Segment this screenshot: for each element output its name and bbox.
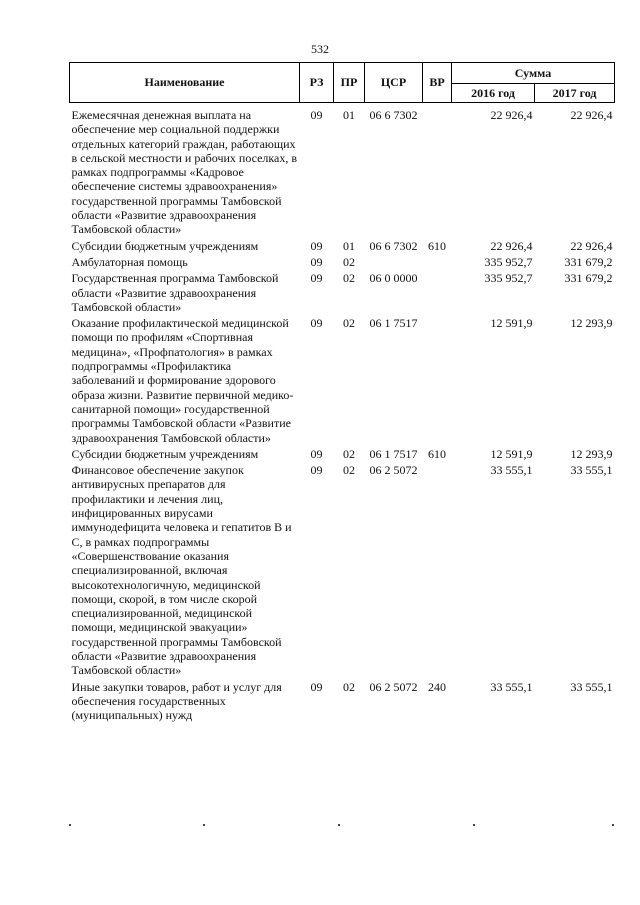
row-vr <box>423 463 452 679</box>
row-pr: 01 <box>343 108 355 122</box>
budget-table <box>69 62 615 724</box>
row-vr: 610 <box>428 238 446 253</box>
row-vr: 240 <box>428 679 446 694</box>
row-sum-2016: 22 926,4 <box>490 108 533 122</box>
header-rz: РЗ <box>300 63 334 103</box>
scan-dots <box>69 824 614 828</box>
row-vr <box>423 103 452 239</box>
row-name: Финансовое обеспечение закупок антивирусных препаратов для профилактики и лечения лиц, инфицированных вирусами иммунодефицита человека и гепатитов В и С, в рамках подпрограммы «Совершенствование оказания специализированной, включая высокотехнологичную, медицинской помощи, скорой, в том числе скорой специализированной, медицинской помощи, медицинской эвакуации» государственной программы Тамбовской области «Развитие здравоохранения Тамбовской области» <box>71 463 292 678</box>
row-vr <box>423 271 452 316</box>
header-year-2016: 2016 год <box>452 84 535 103</box>
table-row <box>70 103 615 239</box>
row-name: Субсидии бюджетным учреждениям <box>71 238 259 253</box>
row-pr: 02 <box>343 463 355 478</box>
header-year-2017: 2017 год <box>535 84 615 103</box>
row-csr: 06 6 7302 <box>369 238 418 253</box>
row-name: Ежемесячная денежная выплата на обеспечение мер социальной поддержки отдельных категорий граждан, работающих в сельской местности и рабочих поселках, в рамках подпрограммы «Кадровое обеспечение системы здравоохранения» государственной программы Тамбовской области «Развитие здравоохранения Тамбовской области» <box>71 108 298 237</box>
row-sum-2016: 33 555,1 <box>490 463 533 478</box>
row-csr: 06 0 0000 <box>369 271 418 286</box>
row-rz: 09 <box>310 108 323 122</box>
row-rz: 09 <box>310 316 323 331</box>
row-pr: 02 <box>343 271 355 286</box>
row-sum-2017: 12 293,9 <box>570 446 613 461</box>
row-sum-2017: 33 555,1 <box>570 679 613 694</box>
row-sum-2017: 331 679,2 <box>564 271 613 286</box>
row-name: Оказание профилактической медицинской помощи по профилям «Спортивная медицина», «Профпатология» в рамках подпрограммы «Профилактика заболеваний и формирование здорового образа жизни. Развитие первичной медико-санитарной помощи» государственной программы Тамбовской области «Развитие здравоохранения Тамбовской области» <box>71 316 294 445</box>
table-row <box>70 316 615 447</box>
row-name: Иные закупки товаров, работ и услуг для обеспечения государственных (муниципальных) нужд <box>71 679 282 723</box>
row-rz: 09 <box>310 254 323 269</box>
row-pr: 02 <box>343 316 355 331</box>
row-pr: 02 <box>343 679 355 694</box>
header-name: Наименование <box>70 63 300 103</box>
row-sum-2017: 331 679,2 <box>564 254 613 269</box>
table-row <box>70 680 615 725</box>
header-vr: ВР <box>423 63 452 103</box>
row-sum-2016: 335 952,7 <box>484 254 533 269</box>
row-sum-2017: 12 293,9 <box>570 316 613 331</box>
row-sum-2017: 33 555,1 <box>570 463 613 478</box>
row-pr: 02 <box>343 254 355 269</box>
table-row <box>70 271 615 316</box>
row-csr: 06 6 7302 <box>369 108 418 122</box>
row-rz: 09 <box>310 446 323 461</box>
row-name: Амбулаторная помощь <box>71 254 188 269</box>
row-pr: 02 <box>343 446 355 461</box>
row-name: Субсидии бюджетным учреждениям <box>71 446 259 461</box>
row-sum-2016: 335 952,7 <box>484 271 533 286</box>
row-csr <box>365 255 423 271</box>
table-row <box>70 255 615 271</box>
row-csr: 06 1 7517 <box>369 446 418 461</box>
row-csr: 06 2 5072 <box>369 679 418 694</box>
row-vr <box>423 316 452 447</box>
row-csr: 06 1 7517 <box>369 316 418 331</box>
row-sum-2016: 12 591,9 <box>490 316 533 331</box>
row-vr <box>423 255 452 271</box>
table-body <box>70 103 615 725</box>
header-pr: ПР <box>334 63 365 103</box>
row-sum-2016: 22 926,4 <box>490 238 533 253</box>
row-name: Государственная программа Тамбовской области «Развитие здравоохранения Тамбовской области» <box>71 271 279 314</box>
row-vr: 610 <box>428 446 446 461</box>
table-header <box>70 63 615 103</box>
table-row <box>70 463 615 679</box>
row-sum-2016: 12 591,9 <box>490 446 533 461</box>
row-rz: 09 <box>310 271 323 286</box>
page-number: 532 <box>311 42 329 56</box>
table-row <box>70 447 615 463</box>
row-rz: 09 <box>310 463 323 478</box>
table-row <box>70 239 615 255</box>
header-csr: ЦСР <box>365 63 423 103</box>
row-sum-2016: 33 555,1 <box>490 679 533 694</box>
header-sum: Сумма <box>452 63 615 84</box>
row-pr: 01 <box>343 238 355 253</box>
row-csr: 06 2 5072 <box>369 463 418 478</box>
row-sum-2017: 22 926,4 <box>570 238 613 253</box>
row-rz: 09 <box>310 238 323 253</box>
row-sum-2017: 22 926,4 <box>570 108 613 122</box>
row-rz: 09 <box>310 679 323 694</box>
